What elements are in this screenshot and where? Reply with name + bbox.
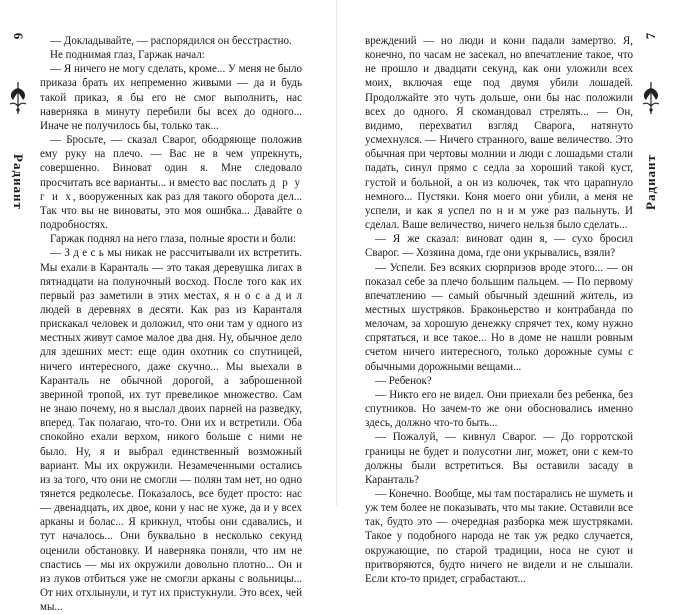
paragraph: вреждений — но люди и кони падали замертво. Я, конечно, по часам не засекал, но впечатление такое, что не прошло и двадцати секунд, как они уложили всех моих, включая еще под двумя убили лошадей. Продолжайте это чуть дольше, они бы нас положили всех до одного. Я скомандовал стрелять... — Он, видимо, перехватил взгляд Сварога, натянуто усмехнулся. — Ничего странного, ваше величество. Это обычная при чертовы молнии и люди с лошадьми стали падать, синул прямо с седла за хороший такой куст, густой и больной, а он из колючек, так что царапнуло немного... Пустяки. Коня моего они убили, а меня не успели, и как я успел по н и м уже раз пальнуть. И сделал. Ваше величество, ничего нельзя было сделать... (365, 35, 633, 232)
right-page-number: 7 (643, 32, 658, 40)
left-page-number: 6 (11, 32, 26, 40)
right-body-text (365, 34, 633, 586)
paragraph: Гаржак поднял на него глаза, полные ярости и боли: (50, 233, 297, 246)
paragraph-text: , вооруженных как раз для такого оборота дел... Так что вы не виноваты, это моя ошибка... Давайте о подробностях. (40, 190, 302, 232)
fleur-ornament-icon (5, 80, 31, 116)
paragraph-text: — Бросьте, — сказал Сварог, ободряюще положив ему руку на плечо. — Вас не в чем упрекнуть, совершенно. Виноват один я. Мне следовало просчитать все варианты... и вместо вас послать (40, 134, 302, 189)
paragraph (40, 133, 302, 232)
paragraph: — Успели. Без всяких сюрпризов вроде этого... — он показал себе за плечо большим пальцем. — По первому впечатлению — самый обычный здешний житель, из местных шустряков. Браконьерство и контрабанда по мелочам, за хорошую денежку спрячет тех, кому нужно спрятаться, и все такое... Но в доме не нашли ровным счетом ничего интересного, только дорожные сумы с обычными дорожными вещами... (365, 261, 633, 373)
right-running-title: Радиант (643, 154, 658, 210)
paragraph: — Я ничего не могу сделать, кроме... У меня не было приказа брать их непременно живыми — да и будь такой приказ, я бы его не смог выполнить, нас наверняка в минуту перебили бы всех до одного... Иначе не получилось бы, только так... (40, 63, 302, 132)
paragraph: — Я же сказал: виноват один я, — сухо бросил Сварог. — Хозяина дома, где они укрывались, взяли? (365, 233, 633, 260)
paragraph: — Никто его не видел. Они приехали без ребенка, без спутников. Но зачем-то же они обосновались именно здесь, должно что-то быть... (365, 388, 633, 430)
paragraph: — Ребенок? (375, 374, 432, 387)
paragraph: Не поднимая глаз, Гаржак начал: (50, 49, 205, 62)
left-body-text (40, 34, 302, 614)
right-page (337, 0, 674, 585)
paragraph: — З д е с ь мы никак не рассчитывали их встретить. Мы ехали в Каранталь — это такая деревушка лигах в пятнадцати на полуночный восход. После того как их первый раз заметили в этих местах, я н о с а д и л людей в деревнях в десяти. Как раз из Каранталя прискакал человек и доложил, что они там у одного из местных живут самое малое два дня. Ну, обычное дело для здешних мест: еще один охотник со спутницей, ничего интересного, даже скучно... Мы выехали в Каранталь не обычной дорогой, а заброшенной звериной тропой, их тут превеликое множество. Сам не знаю почему, но я выслал двоих парней на разведку, вперед. Так полагаю, что-то. Они их и встретили. Оба спокойно ехали верхом, никого больше с ними не было. Ну, я и выбрал единственный возможный вариант. Мы их окружили. Незамеченными остались из за того, что они не смогли — полян там нет, но одно тянется редколесье. Показалось, все будет просто: нас — двенадцать, их двое, кони у нас не хуже, да и у всех арканы и болас... Я крикнул, чтобы они сдавались, и тут началось... Они буквально в несколько секунд оценили обстановку. И наверняка поняли, что им не спастись — мы их окружили довольно плотно... Он и из луков отбиться уже не смогли арканы с вольницы... От них отхлынули, и тут их пристукнули. Это всех, чей мы... (40, 247, 302, 614)
spaced-emphasis: д р у г и х (40, 176, 303, 203)
paragraph: — Конечно. Вообще, мы там постарались не шуметь и уж тем более не показывать, что мы такие. Оставили все так, будто это — очередная разборка меж шустряками. Такое у подобного народа не так уж редко случается, окружающие, по старой традиции, носа не суют и притворяются, будто ничего не видели и не слышали. Если кто-то придет, сграбастают... (365, 488, 633, 585)
right-running-head (637, 0, 665, 506)
paragraph: — Докладывайте, — распорядился он бесстрастно. (50, 35, 292, 47)
left-running-head (4, 0, 32, 506)
paragraph: — Пожалуй, — кивнул Сварог. — До горротской границы не будет и полусотни лиг, может, они с кем-то должны были встретиться. Вы оставили засаду в Каранталь? (365, 431, 633, 486)
left-running-title: Радиант (11, 154, 26, 210)
fleur-ornament-icon (638, 80, 664, 116)
